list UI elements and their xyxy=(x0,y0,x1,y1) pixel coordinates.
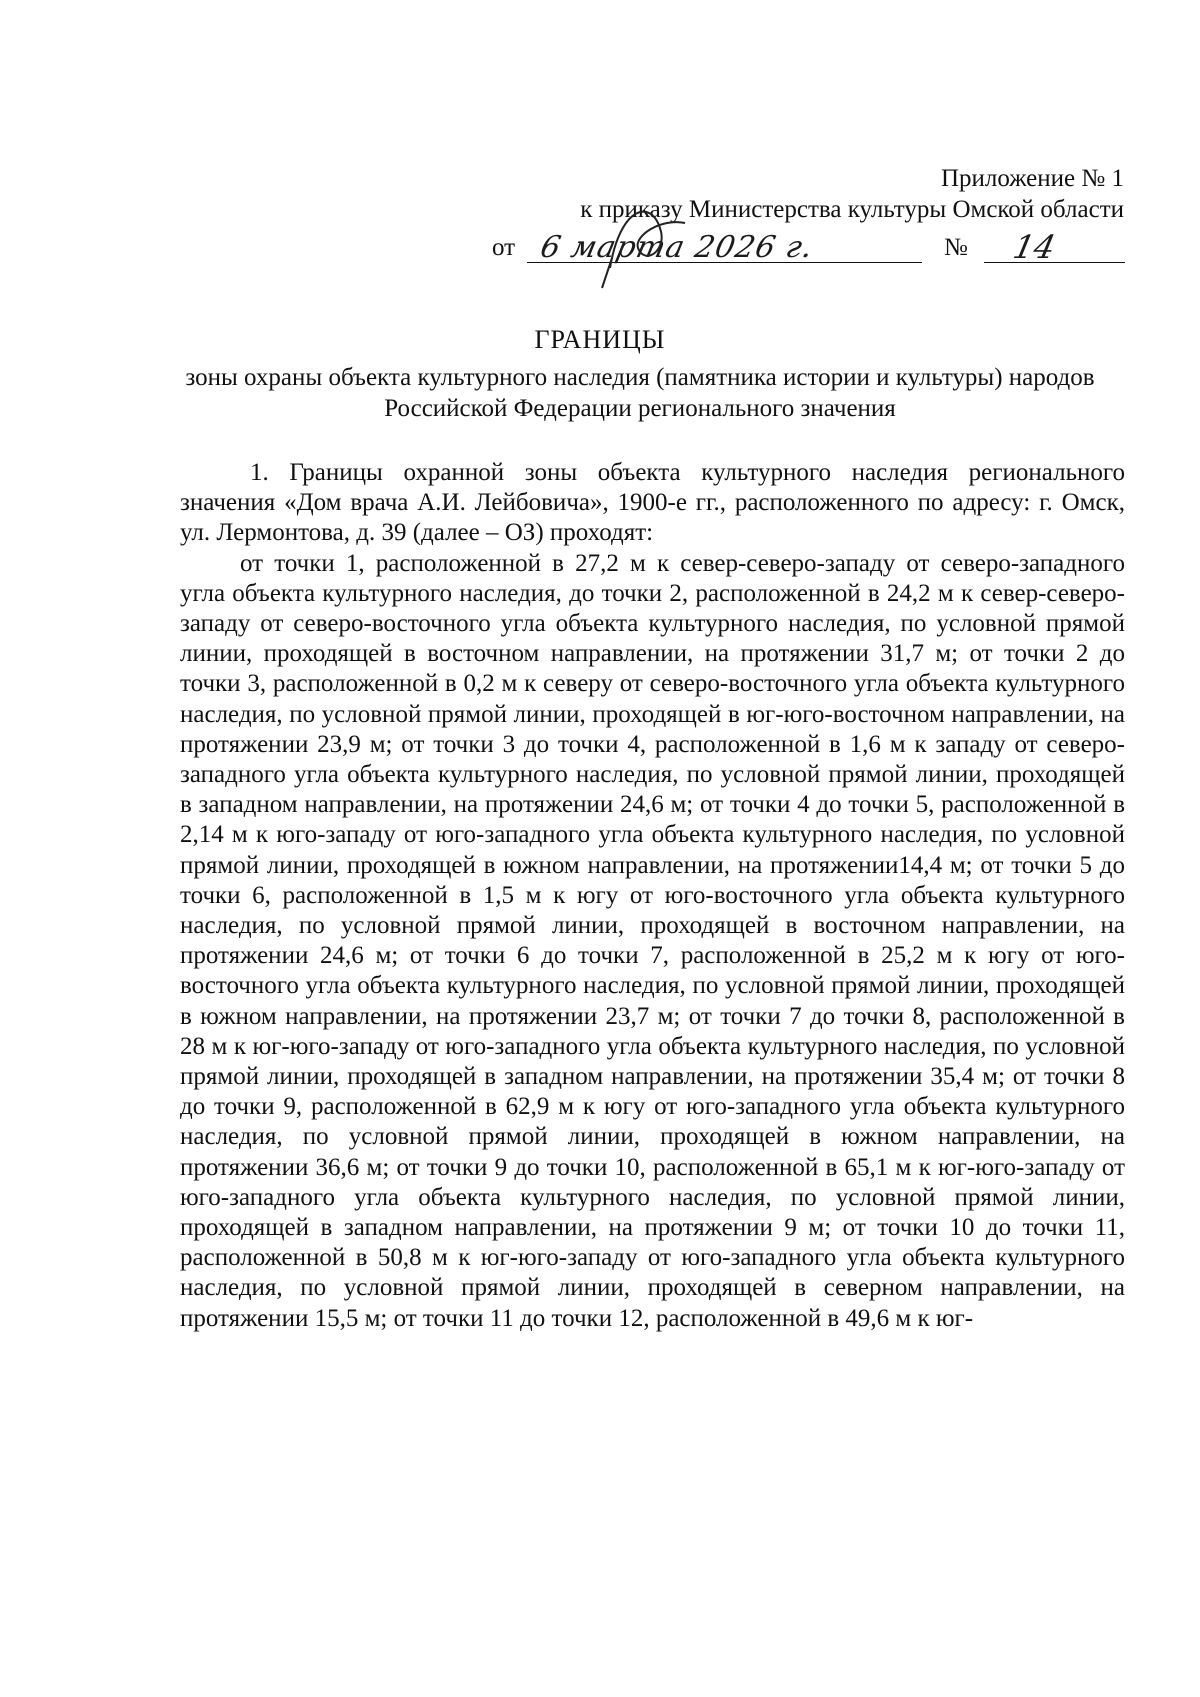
paragraph-boundary-route: от точки 1, расположенной в 27,2 м к север-северо-западу от северо-западного угла объекта культурного наследия, до точки 2, расположенной в 24,2 м к север-северо-западу от северо-восточного угла объекта культурного наследия, по условной прямой линии, проходящей в восточном направлении, на протяжении 31,7 м; от точки 2 до точки 3, расположенной в 0,2 м к северу от северо-восточного угла объекта культурного наследия, по условной прямой линии, проходящей в юг-юго-восточном направлении, на протяжении 23,9 м; от точки 3 до точки 4, расположенной в 1,6 м к западу от северо-западного угла объекта культурного наследия, по условной прямой линии, проходящей в западном направлении, на протяжении 24,6 м; от точки 4 до точки 5, расположенной в 2,14 м к юго-западу от юго-западного угла объекта культурного наследия, по условной прямой линии, проходящей в южном направлении, на протяжении14,4 м; от точки 5 до точки 6, расположенной в 1,5 м к югу от юго-восточного угла объекта культурного наследия, по условной прямой линии, проходящей в восточном направлении, на протяжении 24,6 м; от точки 6 до точки 7, расположенной в 25,2 м к югу от юго-восточного угла объекта культурного наследия, по условной прямой линии, проходящей в южном направлении, на протяжении 23,7 м; от точки 7 до точки 8, расположенной в 28 м к юг-юго-западу от юго-западного угла объекта культурного наследия, по условной прямой линии, проходящей в западном направлении, на протяжении 35,4 м; от точки 8 до точки 9, расположенной в 62,9 м к югу от юго-западного угла объекта культурного наследия, по условной прямой линии, проходящей в южном направлении, на протяжении 36,6 м; от точки 9 до точки 10, расположенной в 65,1 м к юг-юго-западу от юго-западного угла объекта культурного наследия, по условной прямой линии, проходящей в западном направлении, на протяжении 9 м; от точки 10 до точки 11, расположенной в 50,8 м к юг-юго-западу от юго-западного угла объекта культурного наследия, по условной прямой линии, проходящей в северном направлении, на протяжении 15,5 м; от точки 11 до точки 12, расположенной в 49,6 м к юг- xyxy=(180,549,1125,1332)
number-label: № xyxy=(944,234,968,261)
document-body xyxy=(180,458,1125,1334)
order-number-field xyxy=(984,228,1125,266)
paragraph-1: 1. Границы охранной зоны объекта культурного наследия регионального значения «Дом врача А.И. Лейбовича», 1900-е гг., расположенного по адресу: г. Омск, ул. Лермонтова, д. 39 (далее – ОЗ) проходят: xyxy=(180,459,1125,547)
order-reference: к приказу Министерства культуры Омской области xyxy=(580,196,1124,223)
order-date-number-line xyxy=(492,228,1125,266)
date-prefix: от xyxy=(492,234,516,261)
handwritten-date: 6 марта 2026 г. xyxy=(537,230,817,265)
signature-stroke-icon xyxy=(590,188,710,298)
page-subtitle: зоны охраны объекта культурного наследия (памятника истории и культуры) народов Российской Федерации регионального значения xyxy=(185,364,1095,422)
handwritten-number: 14 xyxy=(1009,228,1059,266)
order-date-field xyxy=(527,232,922,263)
appendix-label: Приложение № 1 xyxy=(940,165,1124,192)
page-title: ГРАНИЦЫ xyxy=(534,325,666,354)
